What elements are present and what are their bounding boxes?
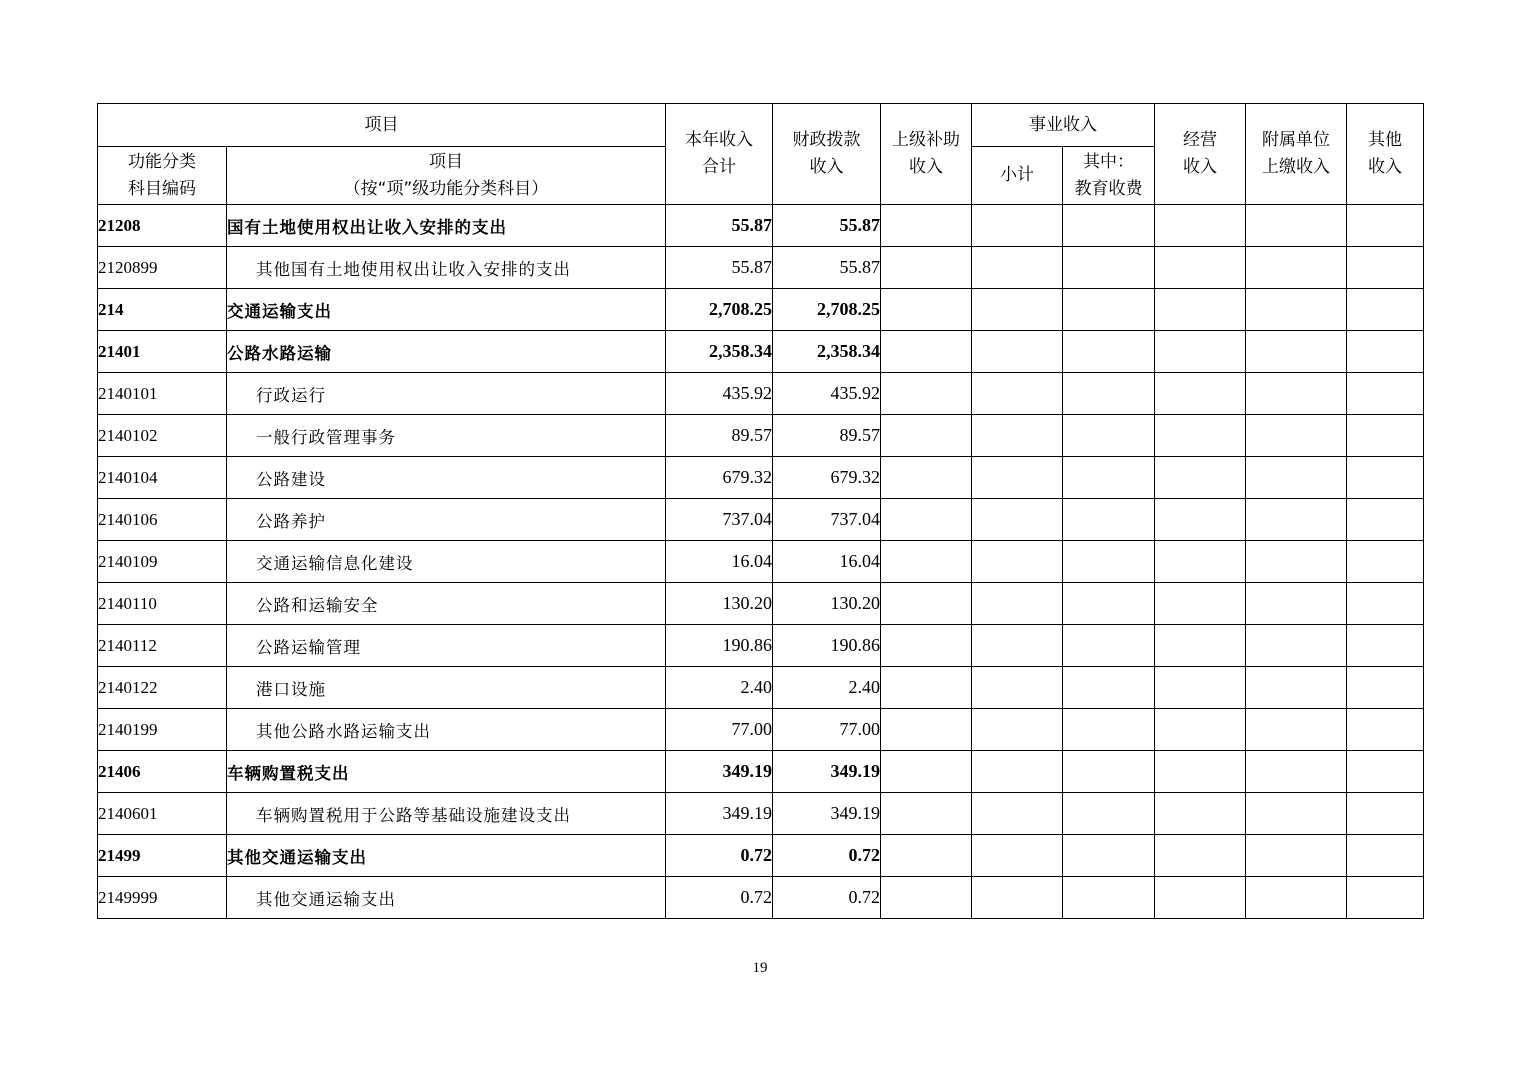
cell-operating [1155,667,1246,709]
cell-education [1063,247,1155,289]
cell-other [1347,793,1424,835]
table-row [98,583,1424,625]
cell-affiliated [1246,667,1347,709]
cell-code: 2120899 [98,247,227,289]
cell-fiscal: 349.19 [773,793,881,835]
cell-affiliated [1246,583,1347,625]
cell-education [1063,373,1155,415]
header-affiliated: 附属单位 上缴收入 [1246,104,1347,205]
cell-name: 一般行政管理事务 [227,415,666,457]
cell-total: 16.04 [666,541,773,583]
cell-fiscal: 55.87 [773,247,881,289]
cell-superior [881,415,972,457]
cell-affiliated [1246,373,1347,415]
cell-other [1347,667,1424,709]
cell-name: 公路水路运输 [227,331,666,373]
cell-subtotal [972,583,1063,625]
cell-code: 2149999 [98,877,227,919]
cell-superior [881,583,972,625]
cell-operating [1155,205,1246,247]
cell-operating [1155,541,1246,583]
cell-fiscal: 2.40 [773,667,881,709]
cell-fiscal: 2,708.25 [773,289,881,331]
cell-code: 2140110 [98,583,227,625]
cell-fiscal: 89.57 [773,415,881,457]
cell-name: 公路运输管理 [227,625,666,667]
cell-superior [881,247,972,289]
cell-name: 其他交通运输支出 [227,877,666,919]
cell-education [1063,415,1155,457]
cell-superior [881,709,972,751]
cell-code: 21208 [98,205,227,247]
cell-subtotal [972,499,1063,541]
cell-education [1063,751,1155,793]
cell-affiliated [1246,625,1347,667]
cell-total: 0.72 [666,877,773,919]
cell-affiliated [1246,415,1347,457]
cell-name: 其他公路水路运输支出 [227,709,666,751]
cell-education [1063,709,1155,751]
cell-total: 349.19 [666,793,773,835]
cell-subtotal [972,877,1063,919]
cell-code: 21406 [98,751,227,793]
cell-subtotal [972,751,1063,793]
cell-superior [881,331,972,373]
cell-fiscal: 16.04 [773,541,881,583]
cell-other [1347,583,1424,625]
cell-code: 21499 [98,835,227,877]
cell-total: 0.72 [666,835,773,877]
cell-other [1347,247,1424,289]
cell-education [1063,499,1155,541]
cell-fiscal: 0.72 [773,835,881,877]
cell-total: 2,708.25 [666,289,773,331]
cell-subtotal [972,289,1063,331]
cell-fiscal: 55.87 [773,205,881,247]
cell-subtotal [972,709,1063,751]
cell-other [1347,457,1424,499]
cell-total: 55.87 [666,247,773,289]
cell-name: 公路和运输安全 [227,583,666,625]
cell-total: 435.92 [666,373,773,415]
cell-name: 公路建设 [227,457,666,499]
cell-superior [881,793,972,835]
cell-affiliated [1246,457,1347,499]
table-row [98,541,1424,583]
cell-total: 190.86 [666,625,773,667]
cell-education [1063,625,1155,667]
table-header [98,104,1424,205]
cell-name: 港口设施 [227,667,666,709]
cell-subtotal [972,331,1063,373]
page-number: 19 [752,960,768,976]
cell-total: 77.00 [666,709,773,751]
cell-other [1347,709,1424,751]
cell-subtotal [972,625,1063,667]
table-row [98,877,1424,919]
cell-total: 2.40 [666,667,773,709]
cell-education [1063,205,1155,247]
cell-subtotal [972,415,1063,457]
cell-other [1347,835,1424,877]
cell-education [1063,793,1155,835]
cell-fiscal: 435.92 [773,373,881,415]
cell-operating [1155,583,1246,625]
cell-other [1347,289,1424,331]
cell-fiscal: 679.32 [773,457,881,499]
cell-code: 2140104 [98,457,227,499]
cell-name: 其他交通运输支出 [227,835,666,877]
cell-code: 21401 [98,331,227,373]
cell-fiscal: 2,358.34 [773,331,881,373]
cell-other [1347,877,1424,919]
cell-operating [1155,751,1246,793]
cell-superior [881,499,972,541]
cell-subtotal [972,205,1063,247]
cell-superior [881,835,972,877]
header-operating: 经营 收入 [1155,104,1246,205]
table-row [98,835,1424,877]
cell-code: 2140101 [98,373,227,415]
header-business-group: 事业收入 [972,104,1155,147]
cell-other [1347,373,1424,415]
cell-code: 2140112 [98,625,227,667]
cell-fiscal: 0.72 [773,877,881,919]
cell-total: 349.19 [666,751,773,793]
cell-other [1347,541,1424,583]
table-row [98,709,1424,751]
cell-operating [1155,877,1246,919]
cell-affiliated [1246,541,1347,583]
cell-operating [1155,247,1246,289]
cell-code: 2140199 [98,709,227,751]
cell-affiliated [1246,247,1347,289]
table-row [98,751,1424,793]
cell-education [1063,667,1155,709]
cell-affiliated [1246,835,1347,877]
cell-superior [881,205,972,247]
table-row [98,457,1424,499]
table-body [98,205,1424,919]
cell-operating [1155,457,1246,499]
cell-education [1063,835,1155,877]
table-row [98,499,1424,541]
cell-affiliated [1246,709,1347,751]
cell-subtotal [972,247,1063,289]
cell-operating [1155,415,1246,457]
cell-code: 214 [98,289,227,331]
cell-fiscal: 349.19 [773,751,881,793]
table-row [98,415,1424,457]
cell-education [1063,583,1155,625]
cell-fiscal: 737.04 [773,499,881,541]
cell-total: 737.04 [666,499,773,541]
cell-other [1347,331,1424,373]
cell-superior [881,373,972,415]
cell-code: 2140601 [98,793,227,835]
cell-education [1063,541,1155,583]
table-row [98,793,1424,835]
table-row [98,247,1424,289]
cell-name: 公路养护 [227,499,666,541]
cell-affiliated [1246,499,1347,541]
table-row [98,625,1424,667]
cell-education [1063,877,1155,919]
cell-operating [1155,499,1246,541]
cell-superior [881,289,972,331]
cell-superior [881,667,972,709]
cell-name: 国有土地使用权出让收入安排的支出 [227,205,666,247]
cell-education [1063,331,1155,373]
cell-operating [1155,331,1246,373]
cell-code: 2140122 [98,667,227,709]
cell-affiliated [1246,877,1347,919]
cell-code: 2140106 [98,499,227,541]
cell-name: 交通运输支出 [227,289,666,331]
header-code: 功能分类 科目编码 [98,147,227,205]
header-superior: 上级补助 收入 [881,104,972,205]
cell-subtotal [972,541,1063,583]
cell-fiscal: 190.86 [773,625,881,667]
table-row [98,331,1424,373]
cell-superior [881,751,972,793]
cell-total: 2,358.34 [666,331,773,373]
cell-total: 130.20 [666,583,773,625]
cell-superior [881,877,972,919]
cell-other [1347,625,1424,667]
table-row [98,667,1424,709]
cell-total: 679.32 [666,457,773,499]
cell-superior [881,541,972,583]
cell-superior [881,457,972,499]
header-education: 其中： 教育收费 [1063,147,1155,205]
cell-fiscal: 77.00 [773,709,881,751]
header-item-group: 项目 [98,104,666,147]
header-subtotal: 小计 [972,147,1063,205]
cell-operating [1155,835,1246,877]
cell-total: 89.57 [666,415,773,457]
cell-other [1347,205,1424,247]
cell-other [1347,751,1424,793]
cell-name: 车辆购置税支出 [227,751,666,793]
cell-name: 其他国有土地使用权出让收入安排的支出 [227,247,666,289]
cell-code: 2140109 [98,541,227,583]
cell-name: 交通运输信息化建设 [227,541,666,583]
cell-subtotal [972,373,1063,415]
table-row [98,373,1424,415]
table-row [98,289,1424,331]
cell-subtotal [972,457,1063,499]
header-total: 本年收入 合计 [666,104,773,205]
table-row [98,205,1424,247]
cell-superior [881,625,972,667]
header-name: 项目 （按“项”级功能分类科目） [227,147,666,205]
cell-operating [1155,625,1246,667]
cell-total: 55.87 [666,205,773,247]
cell-operating [1155,793,1246,835]
header-other: 其他 收入 [1347,104,1424,205]
cell-subtotal [972,667,1063,709]
cell-fiscal: 130.20 [773,583,881,625]
cell-operating [1155,289,1246,331]
cell-name: 车辆购置税用于公路等基础设施建设支出 [227,793,666,835]
cell-operating [1155,373,1246,415]
cell-subtotal [972,793,1063,835]
cell-affiliated [1246,793,1347,835]
cell-name: 行政运行 [227,373,666,415]
cell-subtotal [972,835,1063,877]
cell-other [1347,415,1424,457]
header-fiscal: 财政拨款 收入 [773,104,881,205]
cell-affiliated [1246,331,1347,373]
cell-affiliated [1246,289,1347,331]
cell-code: 2140102 [98,415,227,457]
budget-income-table [97,103,1424,919]
cell-affiliated [1246,205,1347,247]
cell-affiliated [1246,751,1347,793]
cell-education [1063,289,1155,331]
cell-education [1063,457,1155,499]
cell-operating [1155,709,1246,751]
cell-other [1347,499,1424,541]
